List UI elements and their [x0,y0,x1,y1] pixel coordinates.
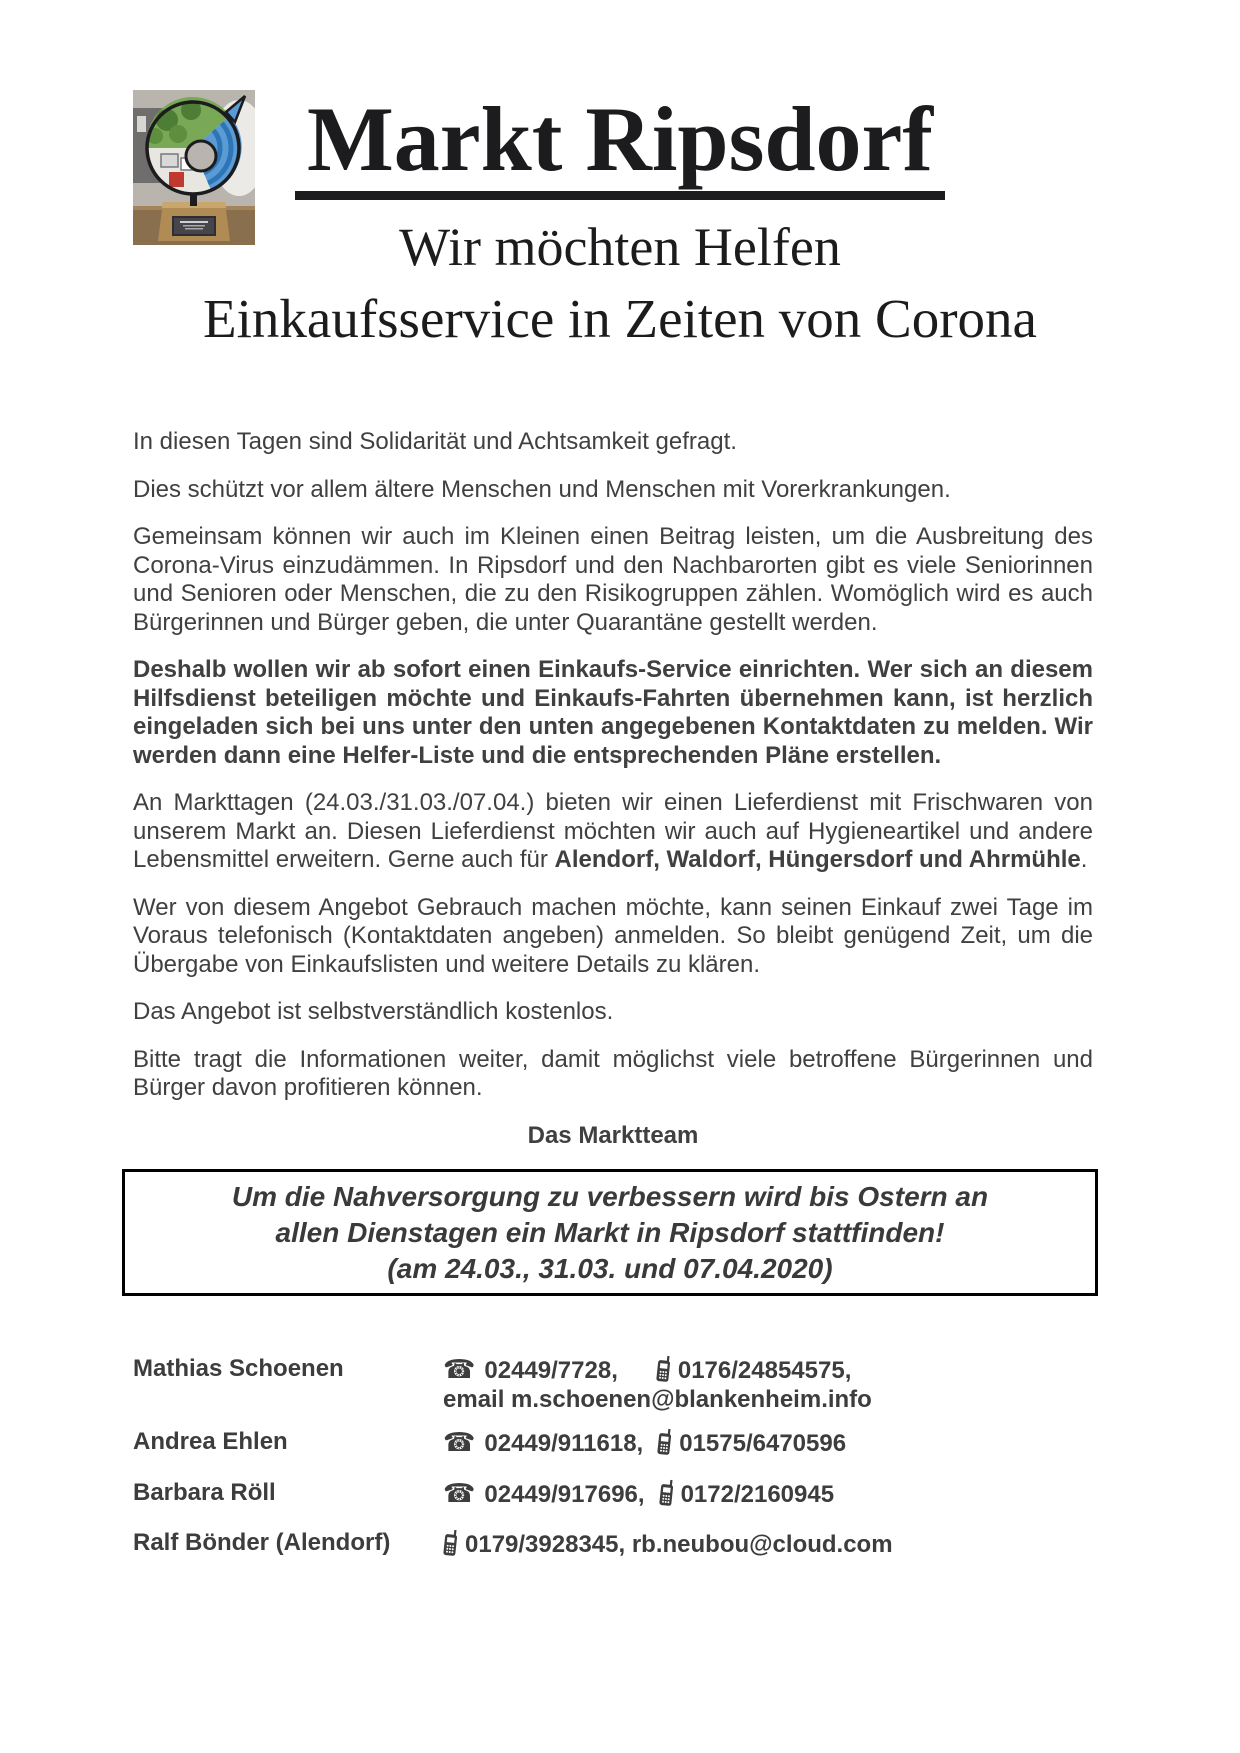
contact-name: Ralf Bönder (Alendorf) [133,1529,391,1556]
contact-email: email m.schoenen@blankenheim.info [443,1385,872,1413]
markttage-orte-bold: Alendorf, Waldorf, Hüngersdorf und Ahrmühle [554,846,1081,873]
paragraph-gemeinsam: Gemeinsam können wir auch im Kleinen einen Beitrag leisten, um die Ausbreitung des Corona-Virus einzudämmen. In Ripsdorf und den Nachbarorten gibt es viele Seniorinnen und Senioren oder Menschen, die zu den Risikogruppen zählen. Womöglich wird es auch Bürgerinnen und Bürger geben, die unter Quarantäne gestellt werden. [133,523,1093,636]
mobile-number: 01575/6470596 [679,1430,847,1457]
header [0,0,1240,350]
telephone-icon: ☎ [443,1428,476,1458]
contact-details [443,1529,1093,1560]
mobile-phone-icon [442,1528,460,1556]
markttage-text: An Markttagen (24.03./31.03./07.04.) bieten wir einen Lieferdienst mit Frischwaren von unserem Markt an. Diesen Lieferdienst möchten wir auch auf Hygieneartikel und andere Lebensmittel erweitern. Gerne auch für [133,789,1093,873]
contact-row-ralf [133,1529,1093,1560]
paragraph-solidaritaet: In diesen Tagen sind Solidarität und Achtsamkeit gefragt. [133,428,737,455]
contact-name: Andrea Ehlen [133,1428,288,1455]
signature-marktteam: Das Marktteam [527,1121,699,1149]
landline-number: 02449/911618, [484,1430,644,1457]
paragraph-anmeldung: Wer von diesem Angebot Gebrauch machen möchte, kann seinen Einkauf zwei Tage im Voraus telefonisch (Kontaktdaten angeben) anmelden. So bleibt genügend Zeit, um die Übergabe von Einkaufslisten und weitere Details zu klären. [133,893,1093,978]
mobile-phone-icon [654,1354,672,1382]
contact-row-barbara [133,1479,1093,1510]
contact-list [133,1355,1093,1560]
paragraph-markttage [133,789,1093,875]
paragraph-weitersagen: Bitte tragt die Informationen weiter, damit möglichst viele betroffene Bürgerinnen und Bürger davon profitieren können. [133,1045,1093,1101]
contact-name: Mathias Schoenen [133,1355,344,1382]
contact-details [443,1428,1093,1459]
contact-name: Barbara Röll [133,1478,276,1506]
contact-details [443,1355,1093,1414]
notice-line-2: allen Dienstagen ein Markt in Ripsdorf stattfinden! [275,1217,945,1248]
mobile-number: 0172/2160945 [680,1480,835,1508]
mobile-phone-icon [657,1478,675,1506]
contact-row-mathias [133,1355,1093,1414]
contact-details [443,1479,1093,1510]
notice-line-1: Um die Nahversorgung zu verbessern wird bis Ostern an [231,1181,989,1212]
landline-number: 02449/7728, [484,1357,618,1384]
mobile-number: 0176/24854575, [677,1357,852,1384]
landline-number: 02449/917696, [484,1480,645,1508]
markttage-period: . [1080,846,1088,873]
page-title: Markt Ripsdorf [295,90,945,200]
subtitle-einkaufsservice: Einkaufsservice in Zeiten von Corona [203,288,1037,350]
paragraph-einkaufs-service: Deshalb wollen wir ab sofort einen Einkaufs-Service einrichten. Wer sich an diesem Hilfsdienst beteiligen möchte und Einkaufs-Fahrten übernehmen kann, ist herzlich eingeladen sich bei uns unter den unten angegebenen Kontaktdaten zu melden. Wir werden dann eine Helfer-Liste und die entsprechenden Pläne erstellen. [133,656,1093,769]
mobile-number: 0179/3928345, rb.neubou@cloud.com [465,1531,893,1558]
paragraph-kostenlos: Das Angebot ist selbstverständlich kostenlos. [133,998,614,1025]
telephone-icon: ☎ [443,1355,476,1385]
paragraph-vorerkrankungen: Dies schützt vor allem ältere Menschen und Menschen mit Vorerkrankungen. [133,475,951,503]
document-body [133,428,1093,1560]
telephone-icon: ☎ [443,1478,476,1509]
mobile-phone-icon [656,1427,674,1455]
notice-line-3: (am 24.03., 31.03. und 07.04.2020) [387,1253,833,1284]
market-notice-box [122,1169,1098,1296]
subtitle-wir-moechten-helfen: Wir möchten Helfen [399,217,841,278]
contact-row-andrea [133,1428,1093,1459]
